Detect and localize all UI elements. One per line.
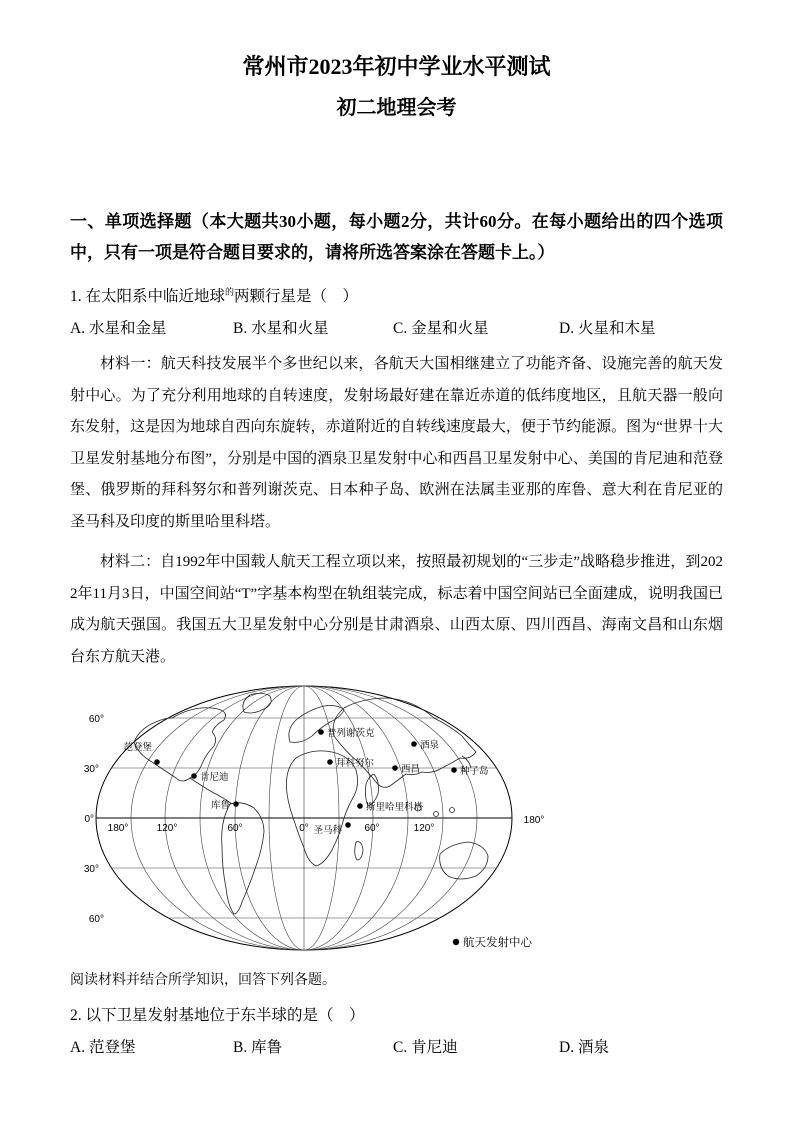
question-2-option-c: C. 肯尼迪 [393, 1039, 458, 1057]
question-1-options [70, 318, 723, 340]
legend-label: 航天发射中心 [463, 937, 532, 950]
question-2: 2. 以下卫星发射基地位于东半球的是（ ） [70, 1007, 365, 1025]
launch-site-label: 拜科努尔 [336, 758, 375, 770]
material-2-paragraph: 材料二：自1992年中国载人航天工程立项以来，按照最初规划的“三步走”战略稳步推进，到2022年11月3日，中国空间站“T”字基本构型在轨组装完成，标志着中国空间站已全面建成，说明我国已成为航天强国。我国五大卫星发射中心分别是甘肃酒泉、山西太原、四川西昌、海南文昌和山东烟台东方航天港。 [70, 554, 723, 665]
question-1-option-c: C. 金星和火星 [393, 320, 489, 338]
material-1-paragraph: 材料一：航天科技发展半个多世纪以来，各航天大国相继建立了功能齐备、设施完善的航天发射中心。为了充分利用地球的自转速度，发射场最好建在靠近赤道的低纬度地区，且航天器一般向东发射，这是因为地球自西向东旋转，赤道附近的自转线速度最大，便于节约能源。图为“世界十大卫星发射基地分布图”，分别是中国的酒泉卫星发射中心和西昌卫星发射中心、美国的肯尼迪和范登堡、俄罗斯的拜科努尔和普列谢茨克、日本种子岛、欧洲在法属圭亚那的库鲁、意大利在肯尼亚的圣马科及印度的斯里哈里科塔。 [70, 356, 723, 530]
launch-site-dot [318, 729, 324, 735]
latitude-labels [84, 714, 104, 925]
launch-site-dot [191, 773, 197, 779]
launch-site-label: 普列谢茨克 [327, 728, 375, 740]
launch-site-label: 斯里哈里科塔 [366, 802, 424, 814]
question-1-option-d: D. 火星和木星 [559, 320, 656, 338]
continent-greenland [243, 693, 271, 713]
latitude-label: 30° [83, 764, 99, 776]
question-1-superscript: 的 [225, 287, 235, 297]
legend-dot-icon [453, 939, 459, 945]
world-launch-sites-map [72, 678, 568, 958]
page-subtitle: 初二地理会考 [336, 97, 457, 119]
launch-site-dot [345, 822, 351, 828]
question-2-options [70, 1037, 723, 1059]
island-southeast-asia-3 [450, 808, 455, 813]
launch-site-dot [233, 801, 239, 807]
question-2-option-d: D. 酒泉 [559, 1039, 609, 1057]
launch-site-label: 范登堡 [123, 742, 152, 754]
latitude-label: 30° [83, 864, 99, 876]
longitude-label: 120° [413, 823, 435, 835]
island-southeast-asia-2 [434, 812, 439, 817]
continent-south-america [222, 803, 264, 914]
island-madagascar [355, 842, 363, 860]
longitude-label: 60° [227, 823, 243, 835]
launch-site-dot [392, 765, 398, 771]
question-2-option-b: B. 库鲁 [233, 1039, 283, 1057]
latitude-label: 0° [84, 814, 94, 826]
launch-site-dot [154, 759, 160, 765]
map-legend [453, 935, 533, 949]
longitude-label: 60° [364, 823, 380, 835]
question-1 [70, 281, 723, 308]
launch-site-label: 圣马科 [313, 825, 342, 837]
reading-note: 阅读材料并结合所学知识，回答下列各题。 [70, 973, 336, 989]
launch-site-dot [451, 767, 457, 773]
launch-site-dot [357, 803, 363, 809]
launch-site-dot [327, 759, 333, 765]
map-graticule [96, 686, 512, 950]
launch-site-label: 肯尼迪 [200, 772, 229, 784]
latitude-label: 60° [88, 914, 104, 926]
question-1-option-a: A. 水星和金星 [70, 320, 167, 338]
continent-outlines [134, 693, 488, 914]
longitude-label: 180° [523, 815, 545, 827]
world-map-wrap [72, 678, 723, 963]
launch-site-dot [411, 741, 417, 747]
question-1-option-b: B. 水星和火星 [233, 320, 329, 338]
launch-site-label: 库鲁 [210, 800, 230, 812]
longitude-label: 120° [156, 823, 178, 835]
question-1-stem-suffix: 两颗行星是（ ） [234, 288, 359, 306]
latitude-label: 60° [88, 714, 104, 726]
question-1-stem-prefix: 1. 在太阳系中临近地球 [70, 288, 226, 306]
section-one-heading: 一、单项选择题（本大题共30小题，每小题2分，共计60分。在每小题给出的四个选项中，只有一项是符合题目要求的，请将所选答案涂在答题卡上。） [70, 212, 723, 262]
continent-australia [440, 842, 488, 879]
launch-sites [123, 727, 488, 836]
launch-site-label: 西昌 [401, 764, 421, 776]
launch-site-label: 酒泉 [420, 740, 440, 752]
launch-site-label: 种子岛 [460, 766, 489, 778]
question-2-option-a: A. 范登堡 [70, 1039, 136, 1057]
longitude-label: 180° [107, 823, 129, 835]
longitude-label: 0° [299, 823, 309, 835]
page-title: 常州市2023年初中学业水平测试 [242, 54, 551, 79]
